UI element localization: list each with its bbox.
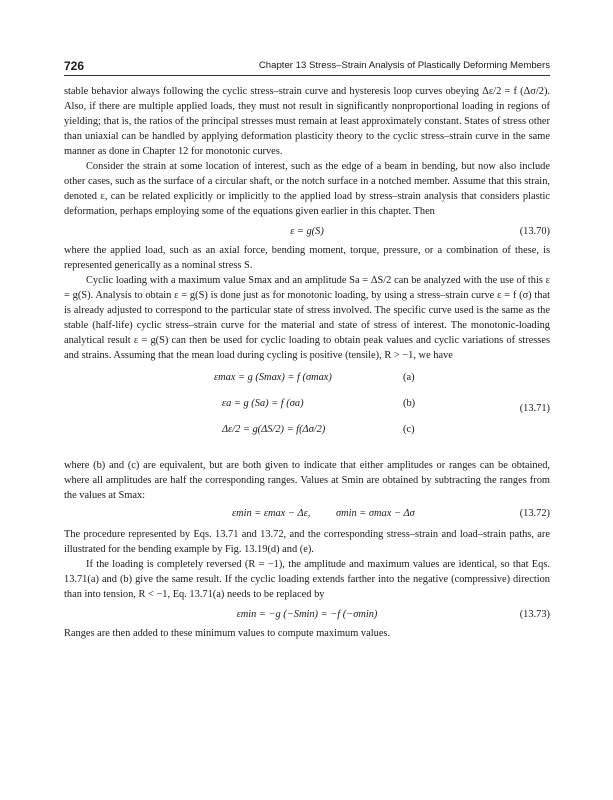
- paragraph-4: Cyclic loading with a maximum value Smax and an amplitude Sa = ΔS/2 can be analyzed with the use of this ε = g(S). Analysis to obtain ε = g(S) is done just as for monotonic loading, by using a stress–strain curve ε = f (σ) that is already adjusted to correspond to the particular state of stress involved. The specific curve used is the same as the stable (half-life) cyclic stress–strain curve for the material and state of stress of interest. The monotonic-loading analytical result ε = g(S) can then be used for cyclic loading to obtain peak values and cyclic variations of stresses and strains. Assuming that the mean load during cycling is positive (tensile), R > −1, we have: [64, 275, 550, 361]
- equation-13-71a-expr: εmax = g (Smax) = f (σmax): [214, 372, 332, 383]
- equation-13-71b-expr: εa = g (Sa) = f (σa): [222, 398, 304, 409]
- page-body: [64, 84, 550, 641]
- paragraph-6: The procedure represented by Eqs. 13.71 and 13.72, and the corresponding stress–strain and load–strain paths, are illustrated for the bending example by Fig. 13.19(d) and (e).: [64, 529, 550, 555]
- paragraph-8: Ranges are then added to these minimum values to compute maximum values.: [64, 628, 391, 639]
- paragraph-7: If the loading is completely reversed (R = −1), the amplitude and maximum values are identical, so that Eqs. 13.71(a) and (b) give the same result. If the cyclic loading extends farther into the negative (compressive) direction than into tension, R < −1, Eq. 13.71(a) needs to be replaced by: [64, 559, 550, 600]
- equation-13-71: [64, 366, 550, 454]
- paragraph-5: where (b) and (c) are equivalent, but are both given to indicate that either amplitudes or ranges can be obtained, where all amplitudes are half the corresponding ranges. Values at Smin are obtained by subtracting the ranges from the values at Smax:: [64, 460, 550, 501]
- page-header: [64, 59, 550, 75]
- paragraph-3: where the applied load, such as an axial force, bending moment, torque, pressure, or a combination of these, is represented generically as a nominal stress S.: [64, 245, 550, 271]
- equation-13-72-stress: σmin = σmax − Δσ: [336, 508, 415, 519]
- equation-13-71c: [64, 424, 550, 444]
- equation-13-71b: [64, 398, 550, 418]
- page-number: 726: [64, 59, 85, 73]
- equation-13-72-number: (13.72): [519, 508, 550, 519]
- equation-13-73-number: (13.73): [519, 608, 550, 620]
- equation-13-71b-label: (b): [403, 398, 416, 409]
- equation-13-70-expr: ε = g(S): [290, 225, 324, 237]
- equation-13-72-strain: εmin = εmax − Δε,: [232, 508, 311, 519]
- equation-13-72: [64, 503, 550, 527]
- equation-13-71a-label: (a): [403, 372, 415, 383]
- equation-13-71c-label: (c): [403, 424, 415, 435]
- equation-13-70: [64, 219, 550, 243]
- equation-13-73: [64, 602, 550, 626]
- running-title: Chapter 13 Stress–Strain Analysis of Plastically Deforming Members: [258, 60, 550, 71]
- equation-13-71c-expr: Δε/2 = g(ΔS/2) = f(Δσ/2): [222, 424, 326, 435]
- equation-13-70-number: (13.70): [519, 225, 550, 237]
- equation-13-71-number: (13.71): [519, 403, 550, 414]
- equation-13-73-expr: εmin = −g (−Smin) = −f (−σmin): [236, 608, 378, 620]
- paragraph-1: stable behavior always following the cyclic stress–strain curve and hysteresis loop curves obeying Δε/2 = f (Δσ/2). Also, if there are multiple applied loads, they must not result in significantly nonproportional loading in regions of yielding; that is, the ratios of the principal stresses must remain at least approximately constant. States of stress other than uniaxial can be handled by applying deformation plasticity theory to the cyclic stress–strain curve in the same manner as done in Chapter 12 for monotonic curves.: [64, 86, 550, 157]
- header-rule: [64, 75, 550, 76]
- equation-13-71a: [64, 372, 550, 392]
- paragraph-2: Consider the strain at some location of interest, such as the edge of a beam in bending, but now also include other cases, such as the surface of a circular shaft, or the notch surface in a notched member. Assume that this strain, denoted ε, can be related explicitly or implicitly to the applied load by stress–strain analysis that considers plastic deformation, perhaps employing some of the equations given earlier in this chapter. Then: [64, 161, 550, 217]
